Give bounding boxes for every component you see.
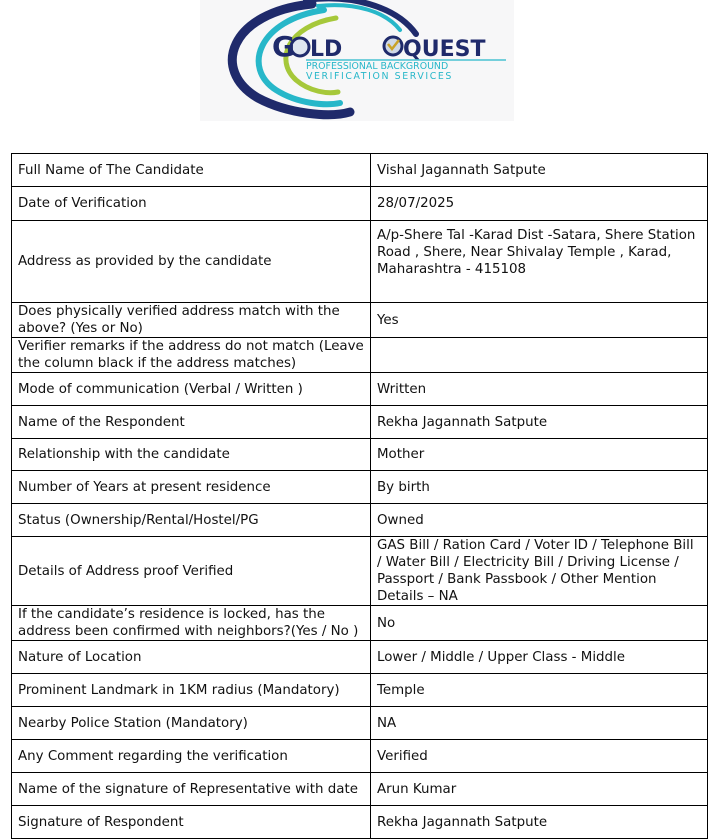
table-row	[12, 471, 708, 504]
field-label: Prominent Landmark in 1KM radius (Mandatory)	[12, 674, 371, 707]
table-row	[12, 674, 708, 707]
table-row	[12, 537, 708, 606]
field-value: Temple	[371, 674, 708, 707]
field-label: Mode of communication (Verbal / Written )	[12, 373, 371, 406]
field-label: Nature of Location	[12, 641, 371, 674]
field-label: Full Name of The Candidate	[12, 154, 371, 187]
field-value	[371, 338, 708, 373]
table-row	[12, 406, 708, 439]
field-label: If the candidate’s residence is locked, has the address been confirmed with neighbors?(Yes / No )	[12, 606, 371, 641]
field-value: Rekha Jagannath Satpute	[371, 406, 708, 439]
field-value: Owned	[371, 504, 708, 537]
field-value: Mother	[371, 439, 708, 471]
brand-mid: LD	[310, 37, 343, 62]
field-value: Rekha Jagannath Satpute	[371, 806, 708, 839]
field-label: Verifier remarks if the address do not match (Leave the column black if the address matches)	[12, 338, 371, 373]
field-value: Written	[371, 373, 708, 406]
field-label: Nearby Police Station (Mandatory)	[12, 707, 371, 740]
field-value: Lower / Middle / Upper Class - Middle	[371, 641, 708, 674]
table-row	[12, 504, 708, 537]
table-row	[12, 641, 708, 674]
field-label: Details of Address proof Verified	[12, 537, 371, 606]
field-value: NA	[371, 707, 708, 740]
tagline-2: VERIFICATION SERVICES	[306, 71, 453, 82]
table-row	[12, 221, 708, 303]
field-value: Arun Kumar	[371, 773, 708, 806]
field-value: A/p-Shere Tal -Karad Dist -Satara, Shere Station Road , Shere, Near Shivalay Temple , Karad, Maharashtra - 415108	[371, 221, 708, 303]
table-row	[12, 606, 708, 641]
field-value: Yes	[371, 303, 708, 338]
table-row	[12, 773, 708, 806]
table-row	[12, 303, 708, 338]
tagline-1: PROFESSIONAL BACKGROUND	[306, 61, 449, 72]
field-label: Does physically verified address match with the above? (Yes or No)	[12, 303, 371, 338]
field-value: 28/07/2025	[371, 187, 708, 221]
field-label: Name of the signature of Representative with date	[12, 773, 371, 806]
table-row	[12, 154, 708, 187]
table-row	[12, 338, 708, 373]
field-label: Name of the Respondent	[12, 406, 371, 439]
table-row	[12, 187, 708, 221]
field-label: Status (Ownership/Rental/Hostel/PG	[12, 504, 371, 537]
field-label: Number of Years at present residence	[12, 471, 371, 504]
brand-right: QUEST	[403, 37, 486, 62]
table-row	[12, 373, 708, 406]
verification-table	[11, 153, 708, 839]
field-value: GAS Bill / Ration Card / Voter ID / Telephone Bill / Water Bill / Electricity Bill / Driving License / Passport / Bank Passbook / Other Mention Details – NA	[371, 537, 708, 606]
table-row	[12, 439, 708, 471]
field-value: No	[371, 606, 708, 641]
brand-left: G	[272, 30, 295, 63]
logo-graphic	[200, 0, 514, 121]
field-label: Signature of Respondent	[12, 806, 371, 839]
table-row	[12, 806, 708, 839]
field-label: Any Comment regarding the verification	[12, 740, 371, 773]
field-label: Date of Verification	[12, 187, 371, 221]
table-row	[12, 707, 708, 740]
field-value: Vishal Jagannath Satpute	[371, 154, 708, 187]
field-label: Address as provided by the candidate	[12, 221, 371, 303]
field-label: Relationship with the candidate	[12, 439, 371, 471]
field-value: Verified	[371, 740, 708, 773]
goldquest-logo	[200, 0, 514, 121]
table-row	[12, 740, 708, 773]
field-value: By birth	[371, 471, 708, 504]
